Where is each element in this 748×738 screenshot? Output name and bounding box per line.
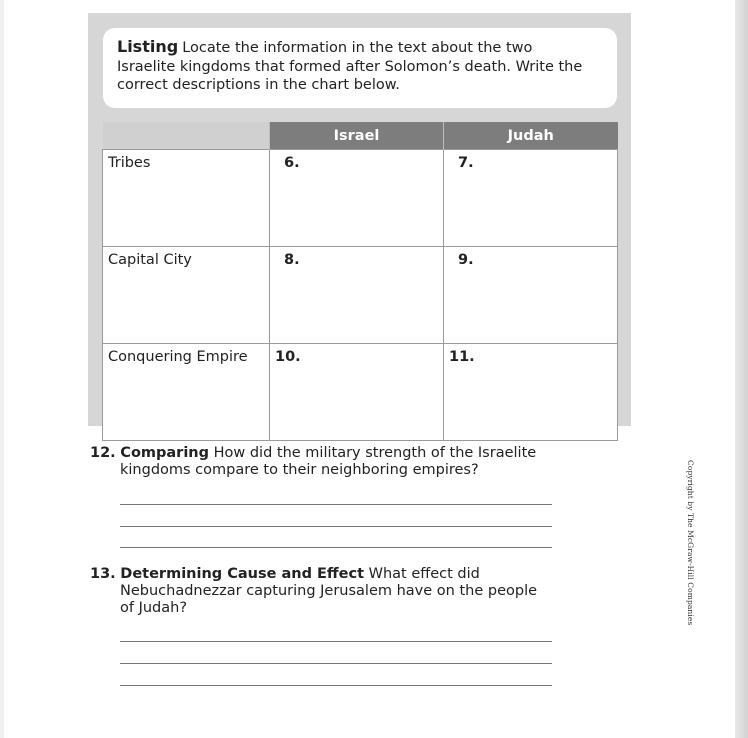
answer-line-12-3[interactable] [120,547,552,548]
answer-cell-6[interactable]: 6. [270,150,444,247]
instruction-box [103,28,617,108]
row-label-tribes: Tribes [103,150,270,247]
instruction-heading: Listing [117,37,179,56]
kingdoms-chart [102,122,618,441]
column-header-israel: Israel [270,122,444,150]
table-row [103,150,618,247]
question-12 [90,445,560,479]
answer-cell-11[interactable]: 11. [444,344,618,441]
instruction-line-1: Locate the information in the text about the two [182,40,533,56]
question-13-line-1: What effect did [368,566,480,582]
question-13-number: 13. [90,566,116,582]
page-edge [0,0,4,738]
question-12-number: 12. [90,445,116,461]
copyright-notice: Copyright by The McGraw-Hill Companies [686,460,695,626]
question-13-heading: Determining Cause and Effect [120,566,365,582]
table-row [103,247,618,344]
question-12-line-1: How did the military strength of the Israelite [213,445,537,461]
question-12-line-2: kingdoms compare to their neighboring empires? [120,462,479,478]
answer-line-13-1[interactable] [120,641,552,642]
question-13 [90,566,560,617]
table-row [103,344,618,441]
answer-cell-9[interactable]: 9. [444,247,618,344]
question-13-line-2: Nebuchadnezzar capturing Jerusalem have on the people [120,583,538,599]
page-shadow [735,0,748,738]
question-12-heading: Comparing [120,445,209,461]
answer-cell-8[interactable]: 8. [270,247,444,344]
answer-line-13-2[interactable] [120,663,552,664]
answer-cell-7[interactable]: 7. [444,150,618,247]
chart-header-row [103,122,618,150]
column-header-judah: Judah [444,122,618,150]
answer-line-13-3[interactable] [120,685,552,686]
answer-line-12-2[interactable] [120,526,552,527]
answer-line-12-1[interactable] [120,504,552,505]
chart-corner-cell [103,122,270,150]
row-label-conquering-empire: Conquering Empire [103,344,270,441]
instruction-line-3: correct descriptions in the chart below. [117,77,400,93]
instruction-line-2: Israelite kingdoms that formed after Solomon’s death. Write the [117,58,583,75]
question-13-line-3: of Judah? [120,600,188,616]
row-label-capital-city: Capital City [103,247,270,344]
answer-cell-10[interactable]: 10. [270,344,444,441]
